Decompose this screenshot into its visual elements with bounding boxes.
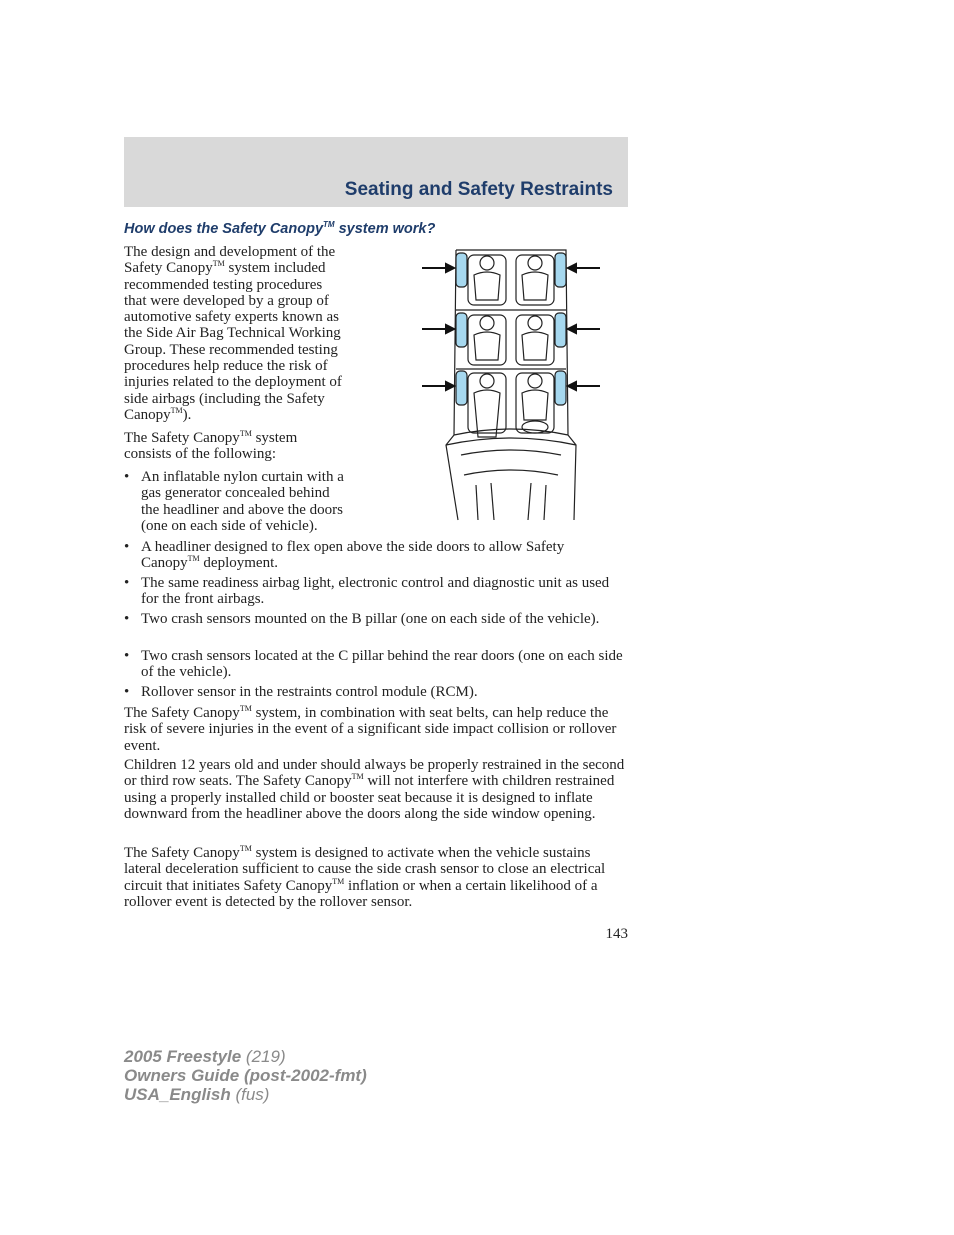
intro-paragraph: The design and development of the Safety Canopy™ system included recommended testing procedures that were developed by a group of automotive safety experts known as the Side Air Bag Technical Working Group. These recommended testing procedures help reduce the risk of injuries related to the deployment of side airbags (including the Safety Canopy™). bbox=[124, 244, 342, 423]
list-item: • The same readiness airbag light, electronic control and diagnostic unit as used for the front airbags. bbox=[124, 575, 610, 608]
paragraph-protection: The Safety Canopy™ system, in combination with seat belts, can help reduce the risk of severe injuries in the event of a significant side impact collision or rollover event. bbox=[124, 704, 617, 754]
bullet-icon: • bbox=[124, 684, 130, 700]
bullet-icon: • bbox=[124, 539, 130, 555]
paragraph-activation: The Safety Canopy™ system is designed to activate when the vehicle sustains lateral deceleration sufficient to cause the side crash sensor to close an electrical circuit that initiates Safety Canopy™ inflation or when a certain likelihood of a rollover event is detected by the rollover sensor. bbox=[124, 844, 606, 910]
header-band bbox=[124, 137, 628, 207]
vehicle-top-view-airbag-illustration-icon bbox=[416, 245, 606, 525]
section-heading: How does the Safety Canopy™ system work? bbox=[124, 220, 436, 237]
list-item: • Rollover sensor in the restraints control module (RCM). bbox=[124, 684, 478, 700]
bullet-icon: • bbox=[124, 648, 130, 664]
bullet-icon: • bbox=[124, 575, 130, 591]
bullet-icon: • bbox=[124, 469, 130, 485]
components-intro: The Safety Canopy™ system consists of the following: bbox=[124, 429, 298, 463]
paragraph-children: Children 12 years old and under should always be properly restrained in the second or third row seats. The Safety Canopy™ will not interfere with children restrained using a properly installed child or booster seat because it is designed to inflate downward from the headliner above the doors along the side window opening. bbox=[124, 757, 625, 822]
list-item: • A headliner designed to flex open above the side doors to allow Safety Canopy™ deployment. bbox=[124, 539, 565, 572]
bullet-icon: • bbox=[124, 611, 130, 627]
trademark-mark: TM bbox=[323, 220, 335, 230]
footer: 2005 Freestyle (219) Owners Guide (post-2002-fmt) USA_English (fus) bbox=[124, 1047, 367, 1104]
list-item: • Two crash sensors mounted on the B pillar (one on each side of the vehicle). bbox=[124, 611, 600, 627]
list-item: • An inflatable nylon curtain with a gas generator concealed behind the headliner and above the doors (one on each side of vehicle). bbox=[124, 469, 344, 534]
page-number: 143 bbox=[605, 926, 628, 942]
vehicle-top-view-figure bbox=[416, 245, 606, 525]
list-item: • Two crash sensors located at the C pillar behind the rear doors (one on each side of the vehicle). bbox=[124, 648, 623, 681]
page-title: Seating and Safety Restraints bbox=[344, 179, 613, 200]
